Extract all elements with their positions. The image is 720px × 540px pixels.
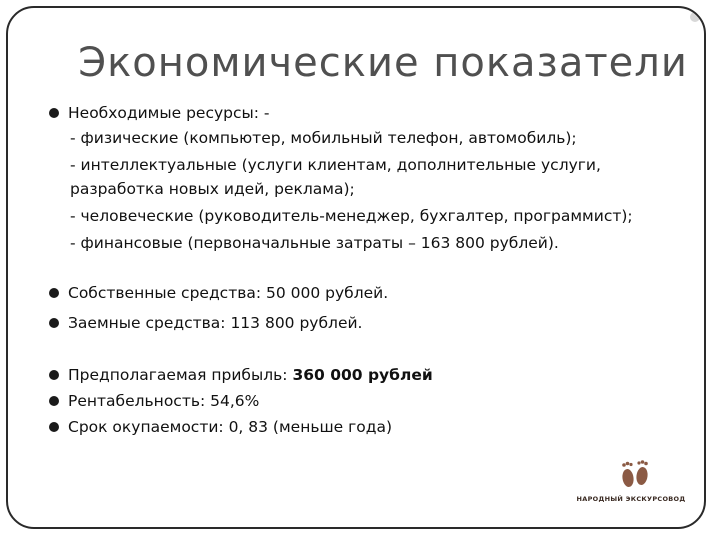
resource-human: - человеческие (руководитель-менеджер, бухгалтер, программист); [70, 207, 633, 225]
bullet-resources [48, 100, 688, 126]
bullet-dot [49, 288, 59, 298]
profitability-text: Рентабельность: 54,6% [68, 392, 260, 410]
slide-frame [6, 6, 706, 529]
corner-decoration [690, 12, 700, 22]
bullet-dot [49, 108, 59, 118]
bullet-borrowed-funds [48, 310, 688, 336]
bullet-own-funds [48, 280, 688, 306]
borrowed-funds-text: Заемные средства: 113 800 рублей. [68, 314, 363, 332]
spacer [48, 258, 688, 280]
bullet-payback [48, 414, 688, 440]
bullet-dot [49, 422, 59, 432]
bullet-profitability [48, 388, 688, 414]
resource-financial: - финансовые (первоначальные затраты – 163 800 рублей). [70, 234, 559, 252]
bullet-dot [49, 318, 59, 328]
footprints-icon [618, 460, 652, 492]
logo [568, 460, 694, 506]
expected-profit-value: 360 000 рублей [292, 366, 433, 384]
resource-physical: - физические (компьютер, мобильный телефон, автомобиль); [70, 129, 577, 147]
expected-profit-label: Предполагаемая прибыль: [68, 366, 293, 384]
bullet-expected-profit [48, 362, 688, 388]
bullet-dot [49, 370, 59, 380]
bullet-dot [49, 396, 59, 406]
logo-text: НАРОДНЫЙ ЭКСКУРСОВОД [576, 495, 686, 503]
payback-text: Срок окупаемости: 0, 83 (меньше года) [68, 418, 393, 436]
resources-label: Необходимые ресурсы: - [68, 104, 270, 122]
spacer [48, 336, 688, 362]
resource-intellectual: - интеллектуальные (услуги клиентам, дополнительные услуги, разработка новых идей, реклама); [70, 156, 601, 198]
resources-list [48, 126, 688, 255]
slide-title: Экономические показатели [78, 40, 688, 86]
own-funds-text: Собственные средства: 50 000 рублей. [68, 284, 389, 302]
slide-content [48, 100, 688, 440]
